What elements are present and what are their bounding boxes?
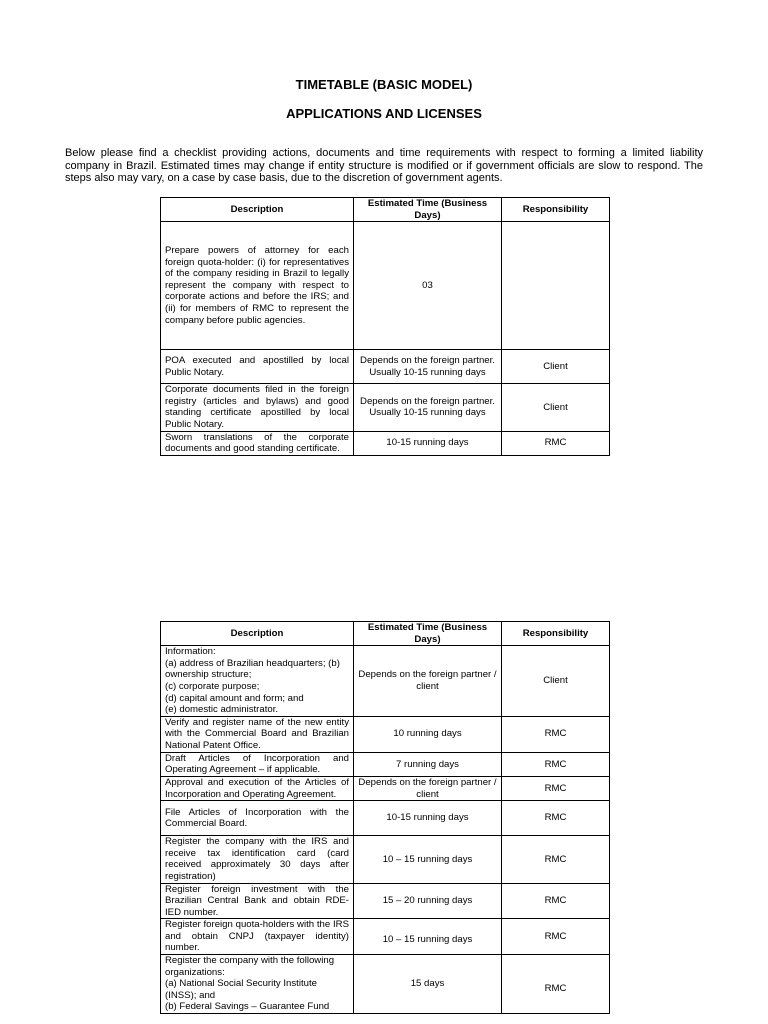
row-description: Approval and execution of the Articles of Incorporation and Operating Agreement.	[161, 776, 354, 800]
header-description: Description	[161, 622, 354, 646]
row-description: File Articles of Incorporation with the Commercial Board.	[161, 801, 354, 836]
header-description: Description	[161, 198, 354, 222]
row-estimated-time: 10 – 15 running days	[354, 836, 502, 883]
row-description	[161, 646, 354, 717]
table-row	[161, 222, 610, 350]
description-line: Information:	[165, 646, 216, 658]
table-row	[161, 646, 610, 717]
row-estimated-time: 15 – 20 running days	[354, 883, 502, 919]
row-estimated-time: 15 days	[354, 955, 502, 1014]
row-estimated-time: 10-15 running days	[354, 801, 502, 836]
table-row	[161, 919, 610, 955]
description-line: (a) address of Brazilian headquarters; (b) ownership structure;	[165, 657, 340, 681]
row-responsibility: RMC	[502, 955, 610, 1014]
row-description: Corporate documents filed in the foreign registry (articles and bylaws) and good standing certificate apostilled by local Public Notary.	[161, 384, 354, 431]
table-header-row	[161, 622, 610, 646]
row-estimated-time: Depends on the foreign partner / client	[354, 646, 502, 717]
row-responsibility: RMC	[502, 919, 610, 955]
row-responsibility: RMC	[502, 883, 610, 919]
timetable-table-2	[160, 621, 610, 1014]
row-estimated-time: Depends on the foreign partner / client	[354, 776, 502, 800]
description-line: (a) National Social Security Institute (INSS); and	[165, 978, 317, 1001]
row-description: Register the company with the IRS and receive tax identification card (card received approximately 30 days after registration)	[161, 836, 354, 883]
row-responsibility: RMC	[502, 752, 610, 776]
table-row	[161, 836, 610, 883]
row-estimated-time: 03	[354, 222, 502, 350]
header-estimated-time: Estimated Time (Business Days)	[354, 622, 502, 646]
row-responsibility: Client	[502, 350, 610, 384]
header-responsibility: Responsibility	[502, 198, 610, 222]
row-description: Register foreign quota-holders with the IRS and obtain CNPJ (taxpayer identity) number.	[161, 919, 354, 955]
row-description: Prepare powers of attorney for each foreign quota-holder: (i) for representatives of the company residing in Brazil to legally represent the company with respect to corporate actions and before the IRS; and (ii) for members of RMC to represent the company before public agencies.	[161, 222, 354, 350]
description-line: (c) corporate purpose;	[165, 680, 260, 692]
row-responsibility: Client	[502, 384, 610, 431]
description-line: Register the company with the following organizations:	[165, 955, 335, 978]
row-estimated-time: Depends on the foreign partner. Usually 10-15 running days	[354, 384, 502, 431]
row-estimated-time: Depends on the foreign partner. Usually 10-15 running days	[354, 350, 502, 384]
row-responsibility: RMC	[502, 836, 610, 883]
row-responsibility: RMC	[502, 801, 610, 836]
document-subtitle: APPLICATIONS AND LICENSES	[286, 106, 482, 121]
table-row	[161, 350, 610, 384]
table-row	[161, 384, 610, 431]
document-title: TIMETABLE (BASIC MODEL)	[295, 77, 473, 92]
description-line: (e) domestic administrator.	[165, 704, 279, 716]
row-description: Verify and register name of the new entity with the Commercial Board and Brazilian National Patent Office.	[161, 716, 354, 752]
table-row	[161, 752, 610, 776]
timetable-table-1	[160, 197, 610, 456]
table-row	[161, 716, 610, 752]
header-estimated-time: Estimated Time (Business Days)	[354, 198, 502, 222]
table-row	[161, 955, 610, 1014]
row-description: Draft Articles of Incorporation and Operating Agreement – if applicable.	[161, 752, 354, 776]
header-responsibility: Responsibility	[502, 622, 610, 646]
description-line: (d) capital amount and form; and	[165, 692, 304, 704]
intro-paragraph: Below please find a checklist providing actions, documents and time requirements with respect to forming a limited liability company in Brazil. Estimated times may change if entity structure is modified or if government officials are slow to respond. The steps also may vary, on a case by case basis, due to the discretion of government agents.	[65, 147, 703, 184]
row-estimated-time: 7 running days	[354, 752, 502, 776]
row-responsibility: Client	[502, 646, 610, 717]
row-description: POA executed and apostilled by local Public Notary.	[161, 350, 354, 384]
table-row	[161, 883, 610, 919]
row-description	[161, 955, 354, 1014]
row-estimated-time: 10 – 15 running days	[354, 919, 502, 955]
row-responsibility: RMC	[502, 431, 610, 455]
row-responsibility: RMC	[502, 776, 610, 800]
row-description: Register foreign investment with the Brazilian Central Bank and obtain RDE-IED number.	[161, 883, 354, 919]
table-row	[161, 801, 610, 836]
row-responsibility	[502, 222, 610, 350]
row-estimated-time: 10-15 running days	[354, 431, 502, 455]
row-estimated-time: 10 running days	[354, 716, 502, 752]
table-row	[161, 431, 610, 455]
row-description: Sworn translations of the corporate documents and good standing certificate.	[161, 431, 354, 455]
table-row	[161, 776, 610, 800]
row-responsibility: RMC	[502, 716, 610, 752]
description-line: (b) Federal Savings – Guarantee Fund	[165, 1001, 330, 1013]
table-header-row	[161, 198, 610, 222]
